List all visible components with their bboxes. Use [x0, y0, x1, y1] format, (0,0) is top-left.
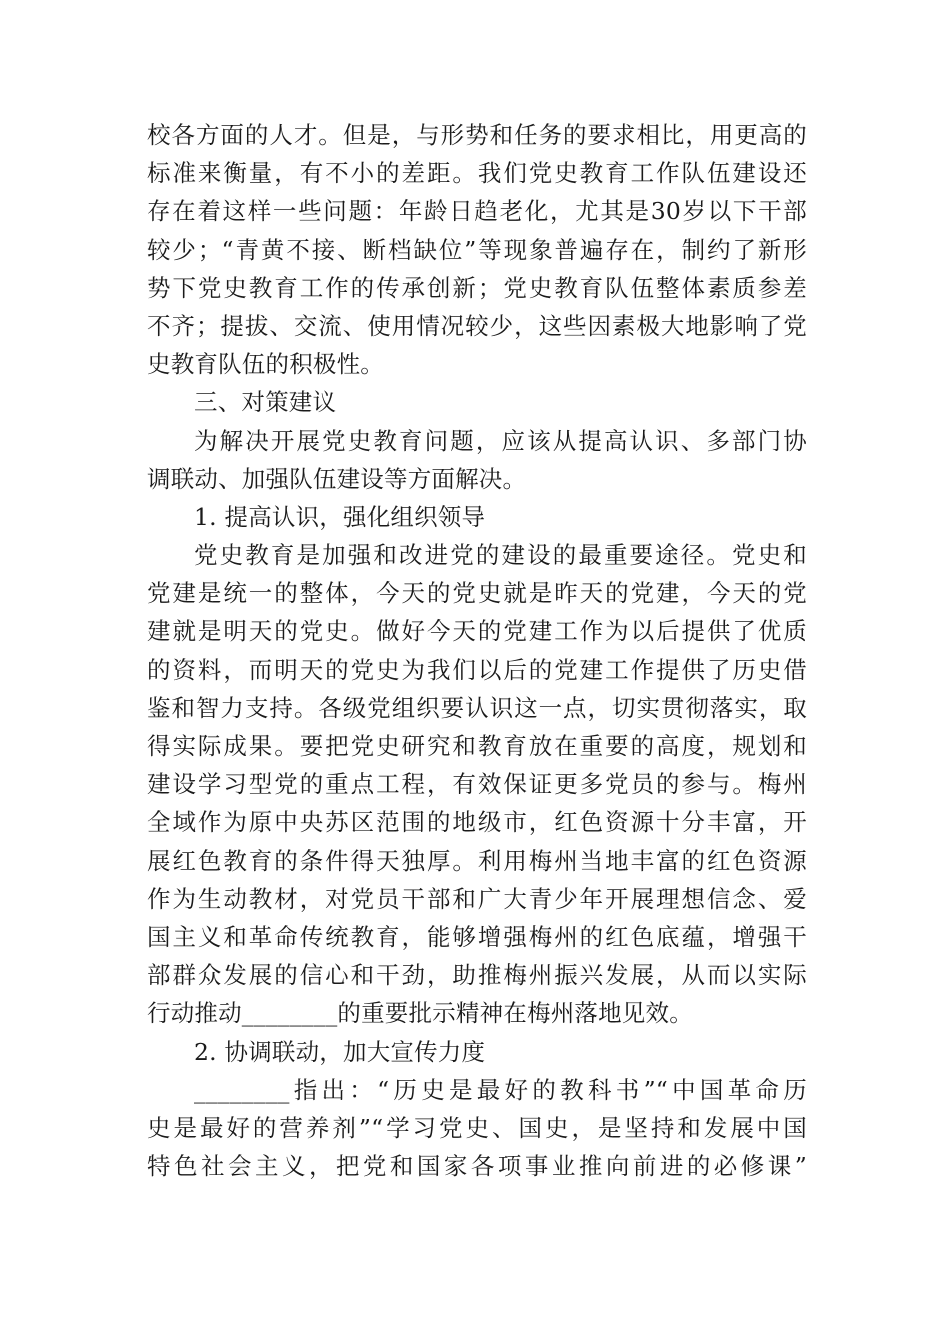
text-line: 不齐；提拔、交流、使用情况较少，这些因素极大地影响了党: [147, 311, 807, 340]
text-line: 党史教育是加强和改进党的建设的最重要途径。党史和: [194, 541, 807, 570]
text-line: 建就是明天的党史。做好今天的党建工作为以后提供了优质: [147, 617, 807, 646]
text-line: 党建是统一的整体，今天的党史就是昨天的党建，今天的党: [147, 579, 807, 608]
text-line: 为解决开展党史教育问题，应该从提高认识、多部门协: [194, 426, 807, 455]
text-line: 特色社会主义，把党和国家各项事业推向前进的必修课”: [147, 1152, 807, 1181]
text-line: 国主义和革命传统教育，能够增强梅州的红色底蕴，增强干: [147, 922, 807, 951]
text-line: 存在着这样一些问题：年龄日趋老化，尤其是30岁以下干部: [147, 197, 807, 226]
text-line: 史教育队伍的积极性。: [147, 350, 384, 379]
text-line: 调联动、加强队伍建设等方面解决。: [147, 464, 527, 493]
text-line: 三、对策建议: [194, 388, 337, 417]
text-line: 得实际成果。要把党史研究和教育放在重要的高度，规划和: [147, 732, 807, 760]
text-line: 2. 协调联动，加大宣传力度: [194, 1037, 486, 1066]
text-line: 标准来衡量，有不小的差距。我们党史教育工作队伍建设还: [147, 159, 807, 188]
text-line: 建设学习型党的重点工程，有效保证更多党员的参与。梅州: [147, 770, 807, 799]
text-line: 行动推动________的重要批示精神在梅州落地见效。: [147, 999, 693, 1028]
text-line: 鉴和智力支持。各级党组织要认识这一点，切实贯彻落实，取: [147, 693, 807, 722]
text-line: 势下党史教育工作的传承创新；党史教育队伍整体素质参差: [147, 273, 807, 302]
text-line: ________指出：“历史是最好的教科书”“中国革命历: [194, 1075, 807, 1104]
text-line: 的资料，而明天的党史为我们以后的党建工作提供了历史借: [147, 655, 807, 684]
text-line: 1. 提高认识，强化组织领导: [194, 502, 486, 531]
text-line: 展红色教育的条件得天独厚。利用梅州当地丰富的红色资源: [147, 846, 807, 875]
text-line: 史是最好的营养剂”“学习党史、国史，是坚持和发展中国: [147, 1113, 807, 1142]
text-line: 部群众发展的信心和干劲，助推梅州振兴发展，从而以实际: [147, 961, 807, 990]
text-line: 校各方面的人才。但是，与形势和任务的要求相比，用更高的: [147, 121, 807, 149]
text-line: 全域作为原中央苏区范围的地级市，红色资源十分丰富，开: [147, 808, 807, 837]
text-line: 作为生动教材，对党员干部和广大青少年开展理想信念、爱: [147, 884, 807, 913]
document-body: [147, 116, 807, 1185]
text-line: 较少；“青黄不接、断档缺位”等现象普遍存在，制约了新形: [147, 235, 807, 264]
